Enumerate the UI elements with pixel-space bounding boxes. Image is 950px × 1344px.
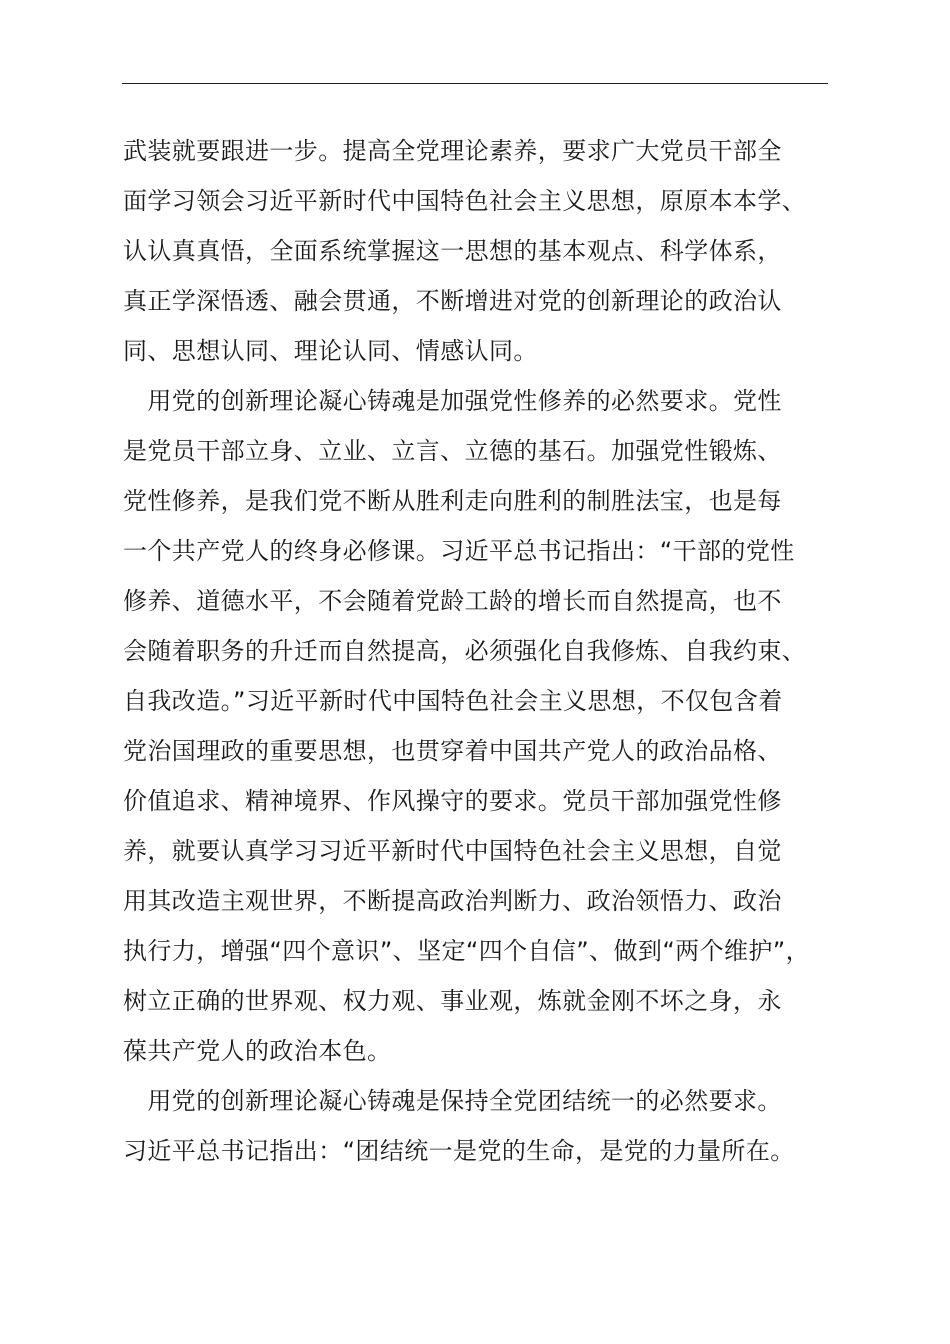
text-line: 党治国理政的重要思想，也贯穿着中国共产党人的政治品格、 <box>123 737 782 765</box>
text-line: 用党的创新理论凝心铸魂是保持全党团结统一的必然要求。 <box>123 1087 782 1115</box>
text-line: 面学习领会习近平新时代中国特色社会主义思想，原原本本学、 <box>123 187 807 215</box>
text-line: 会随着职务的升迁而自然提高，必须强化自我修炼、自我约束、 <box>123 637 807 665</box>
text-line: 树立正确的世界观、权力观、事业观，炼就金刚不坏之身，永 <box>123 987 782 1015</box>
text-line: 同、思想认同、理论认同、情感认同。 <box>123 337 538 365</box>
document-body <box>123 126 863 1176</box>
header-rule <box>122 83 828 84</box>
text-line: 执行力，增强“四个意识”、坚定“四个自信”、做到“两个维护”， <box>123 937 810 965</box>
text-line: 葆共产党人的政治本色。 <box>123 1037 392 1065</box>
text-line: 自我改造。”习近平新时代中国特色社会主义思想，不仅包含着 <box>123 687 783 715</box>
text-line: 认认真真悟，全面系统掌握这一思想的基本观点、科学体系， <box>123 237 782 265</box>
text-line: 党性修养，是我们党不断从胜利走向胜利的制胜法宝，也是每 <box>123 487 782 515</box>
text-line: 价值追求、精神境界、作风操守的要求。党员干部加强党性修 <box>123 787 782 815</box>
paragraph-1 <box>123 126 863 376</box>
text-line: 用其改造主观世界，不断提高政治判断力、政治领悟力、政治 <box>123 887 782 915</box>
text-line: 是党员干部立身、立业、立言、立德的基石。加强党性锻炼、 <box>123 437 782 465</box>
text-line: 武装就要跟进一步。提高全党理论素养，要求广大党员干部全 <box>123 137 782 165</box>
text-line: 修养、道德水平，不会随着党龄工龄的增长而自然提高，也不 <box>123 587 782 615</box>
text-line: 用党的创新理论凝心铸魂是加强党性修养的必然要求。党性 <box>123 387 782 415</box>
text-line: 习近平总书记指出：“团结统一是党的生命，是党的力量所在。 <box>123 1137 795 1165</box>
text-line: 一个共产党人的终身必修课。习近平总书记指出：“干部的党性 <box>123 537 795 565</box>
text-line: 养，就要认真学习习近平新时代中国特色社会主义思想，自觉 <box>123 837 782 865</box>
paragraph-2 <box>123 376 863 1076</box>
text-line: 真正学深悟透、融会贯通，不断增进对党的创新理论的政治认 <box>123 287 782 315</box>
paragraph-3 <box>123 1076 863 1176</box>
